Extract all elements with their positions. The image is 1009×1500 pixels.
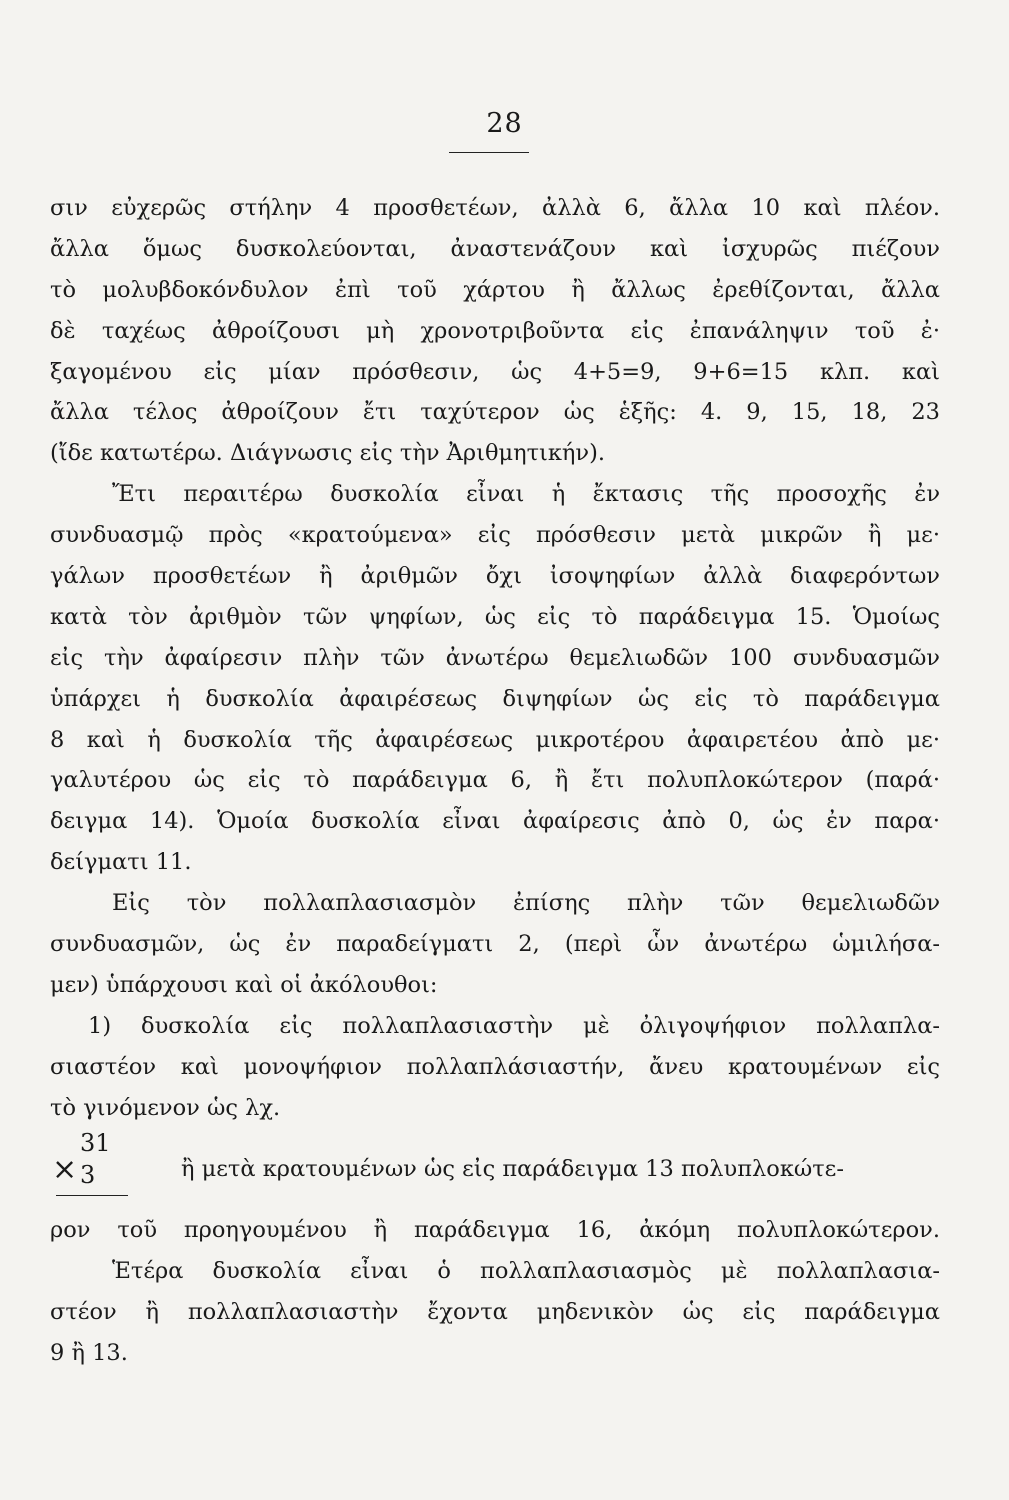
text-line: 1) δυσκολία εἰς πολλαπλασιαστὴν μὲ ὀλιγοψήφιον πολλαπλα- (88, 1012, 940, 1039)
page-number: 28 (486, 108, 523, 139)
text-line: μεν) ὑπάρχουσι καὶ οἱ ἀκόλουθοι: (50, 971, 438, 998)
text-line: δειγμα 14). Ὁμοία δυσκολία εἶναι ἀφαίρεσις ἀπὸ 0, ὡς ἐν παρα· (50, 808, 940, 835)
text-line: ἢ μετὰ κρατουμένων ὡς εἰς παράδειγμα 13 πολυπλοκώτε- (181, 1156, 844, 1183)
text-line: 9 ἢ 13. (50, 1340, 128, 1367)
result-rule (56, 1195, 128, 1196)
text-line: ξαγομένου εἰς μίαν πρόσθεσιν, ὡς 4+5=9, 9+6=15 κλπ. καὶ (50, 358, 940, 385)
text-line: κατὰ τὸν ἀριθμὸν τῶν ψηφίων, ὡς εἰς τὸ παράδειγμα 15. Ὁμοίως (50, 603, 940, 630)
multiplication-example-line (50, 1128, 940, 1210)
text-line: δὲ ταχέως ἀθροίζουσι μὴ χρονοτριβοῦντα εἰς ἐπανάληψιν τοῦ ἐ· (50, 317, 940, 344)
multiplicand: 31 (80, 1129, 111, 1158)
multiplication-example (50, 1129, 135, 1201)
text-line: Ἔτι περαιτέρω δυσκολία εἶναι ἡ ἔκτασις τῆς προσοχῆς ἐν (112, 481, 940, 508)
text-line: γάλων προσθετέων ἢ ἀριθμῶν ὄχι ἰσοψηφίων ἀλλὰ διαφερόντων (50, 563, 940, 590)
body-text (50, 188, 940, 1374)
text-line: δείγματι 11. (50, 849, 192, 876)
text-line: ἄλλα ὅμως δυσκολεύονται, ἀναστενάζουν καὶ ἰσχυρῶς πιέζουν (50, 235, 940, 262)
text-line: τὸ μολυβδοκόνδυλον ἐπὶ τοῦ χάρτου ἢ ἄλλως ἐρεθίζονται, ἄλλα (50, 276, 940, 303)
text-line: 8 καὶ ἡ δυσκολία τῆς ἀφαιρέσεως μικροτέρου ἀφαιρετέου ἀπὸ με· (50, 726, 940, 753)
text-line: Εἰς τὸν πολλαπλασιασμὸν ἐπίσης πλὴν τῶν θεμελιωδῶν (112, 890, 940, 917)
text-line: Ἑτέρα δυσκολία εἶναι ὁ πολλαπλασιασμὸς μὲ πολλαπλασια- (112, 1258, 940, 1285)
text-line: ρον τοῦ προηγουμένου ἢ παράδειγμα 16, ἀκόμη πολυπλοκώτερον. (50, 1217, 940, 1244)
text-line: ἄλλα τέλος ἀθροίζουν ἔτι ταχύτερον ὡς ἑξῆς: 4. 9, 15, 18, 23 (50, 399, 940, 426)
text-line: σιαστέον καὶ μονοψήφιον πολλαπλάσιαστήν, ἄνευ κρατουμένων εἰς (50, 1053, 940, 1080)
text-line: στέον ἢ πολλαπλασιαστὴν ἔχοντα μηδενικὸν ὡς εἰς παράδειγμα (50, 1299, 940, 1326)
times-sign: × (52, 1152, 78, 1188)
text-line: συνδυασμῶν, ὡς ἐν παραδείγματι 2, (περὶ ὧν ἀνωτέρω ὡμιλήσα- (50, 931, 940, 958)
multiplier: 3 (80, 1161, 96, 1190)
text-line: (ἴδε κατωτέρω. Διάγνωσις εἰς τὴν Ἀριθμητικήν). (50, 440, 606, 467)
text-line: σιν εὐχερῶς στήλην 4 προσθετέων, ἀλλὰ 6, ἄλλα 10 καὶ πλέον. (50, 195, 940, 221)
page-number-rule (449, 152, 529, 153)
text-line: γαλυτέρου ὡς εἰς τὸ παράδειγμα 6, ἢ ἔτι πολυπλοκώτερον (παρά· (50, 767, 940, 794)
text-line: ὑπάρχει ἡ δυσκολία ἀφαιρέσεως διψηφίων ὡς εἰς τὸ παράδειγμα (50, 685, 940, 712)
text-line: εἰς τὴν ἀφαίρεσιν πλὴν τῶν ἀνωτέρω θεμελιωδῶν 100 συνδυασμῶν (50, 644, 940, 671)
text-line: τὸ γινόμενον ὡς λχ. (50, 1094, 281, 1121)
text-line: συνδυασμῷ πρὸς «κρατούμενα» εἰς πρόσθεσιν μετὰ μικρῶν ἢ με· (50, 522, 940, 549)
